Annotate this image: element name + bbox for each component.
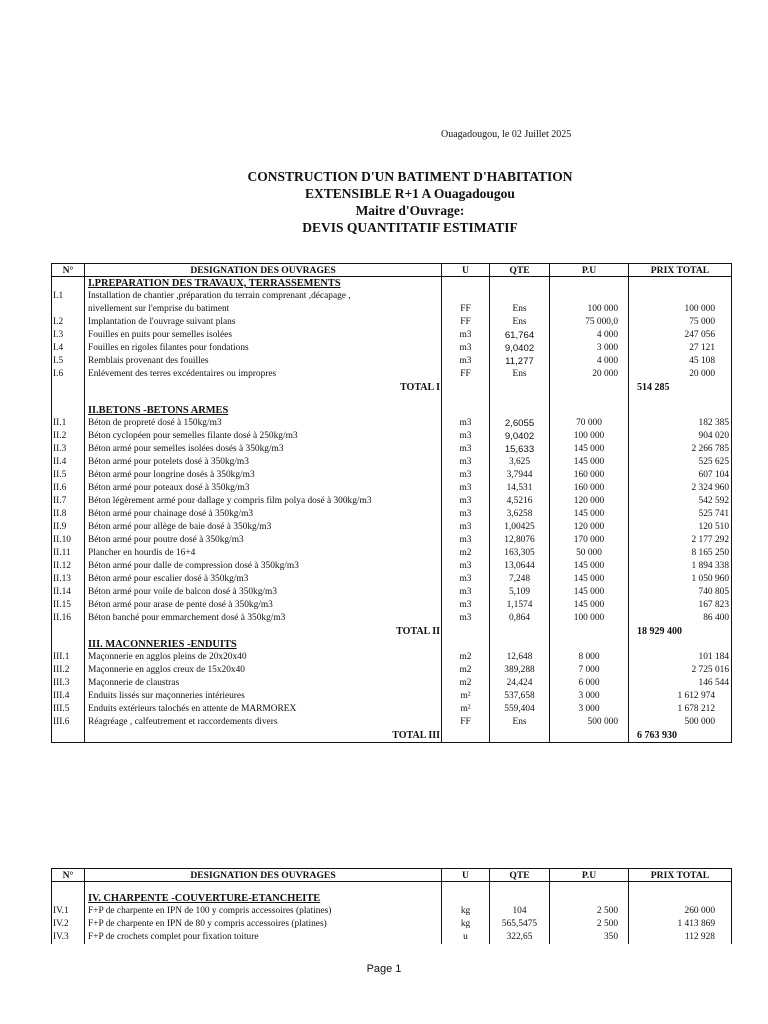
- table-row: [52, 612, 732, 625]
- item-designation: Béton légèrement armé pour dallage y compris film polya dosé à 300kg/m3: [85, 495, 442, 508]
- item-designation: Béton armé pour semelles isolées dosés à 350kg/m3: [85, 443, 442, 456]
- item-unit: m2: [442, 651, 490, 664]
- section-total-label: TOTAL I: [85, 381, 442, 394]
- item-unit-price: 3 000: [550, 690, 629, 703]
- item-qty: 12,648: [490, 651, 550, 664]
- item-designation: Béton armé pour dalle de compression dosé à 350kg/m3: [85, 560, 442, 573]
- col-header-unit: U: [442, 264, 490, 277]
- item-total: 20 000: [629, 368, 732, 381]
- item-unit: m3: [442, 586, 490, 599]
- item-designation: Béton armé pour potelets dosé à 350kg/m3: [85, 456, 442, 469]
- item-qty: 104: [490, 905, 550, 918]
- item-designation: Remblais provenant des fouilles: [85, 355, 442, 368]
- document-title-block: [200, 168, 620, 236]
- table-row: [52, 290, 732, 303]
- item-qty: Ens: [490, 316, 550, 329]
- item-unit: m3: [442, 560, 490, 573]
- section-header-row: [52, 638, 732, 651]
- item-unit-price: 145 000: [550, 443, 629, 456]
- col-header-unit: U: [442, 869, 490, 882]
- item-unit-price: 70 000: [550, 417, 629, 430]
- item-qty: 3,7944: [490, 469, 550, 482]
- item-no: I.6: [52, 368, 85, 381]
- item-total: 112 928: [629, 931, 732, 944]
- item-designation: Enlévement des terres excédentaires ou impropres: [85, 368, 442, 381]
- item-unit: m3: [442, 508, 490, 521]
- item-qty: 24,424: [490, 677, 550, 690]
- item-qty: 61,764: [490, 329, 550, 342]
- item-unit-price: 4 000: [550, 355, 629, 368]
- table-header-row: [52, 264, 732, 277]
- item-designation: Enduits lissés sur maçonneries intérieures: [85, 690, 442, 703]
- item-unit: u: [442, 931, 490, 944]
- item-unit: m3: [442, 430, 490, 443]
- table-row: [52, 677, 732, 690]
- item-unit: kg: [442, 905, 490, 918]
- table-row: [52, 586, 732, 599]
- item-designation: Béton armé pour chainage dosé à 350kg/m3: [85, 508, 442, 521]
- item-qty: 565,5475: [490, 918, 550, 931]
- item-qty: 9,0402: [490, 430, 550, 443]
- item-total: 8 165 250: [629, 547, 732, 560]
- item-total: 2 177 292: [629, 534, 732, 547]
- item-no: IV.1: [52, 905, 85, 918]
- table-row: [52, 664, 732, 677]
- item-total: 525 741: [629, 508, 732, 521]
- item-unit-price: 100 000: [550, 612, 629, 625]
- item-unit: FF: [442, 716, 490, 729]
- item-unit-price: 170 000: [550, 534, 629, 547]
- item-qty: 7,248: [490, 573, 550, 586]
- item-unit: m3: [442, 534, 490, 547]
- item-no: IV.3: [52, 931, 85, 944]
- item-qty: 163,305: [490, 547, 550, 560]
- table-row: [52, 469, 732, 482]
- item-unit: m3: [442, 573, 490, 586]
- item-unit-price: 145 000: [550, 508, 629, 521]
- item-unit-price: 145 000: [550, 599, 629, 612]
- table-row: [52, 355, 732, 368]
- item-unit: m3: [442, 417, 490, 430]
- item-total: 1 050 960: [629, 573, 732, 586]
- item-qty: Ens: [490, 303, 550, 316]
- item-total: 1 894 338: [629, 560, 732, 573]
- item-total: 182 385: [629, 417, 732, 430]
- table-row: [52, 560, 732, 573]
- item-qty: Ens: [490, 368, 550, 381]
- table-row: [52, 905, 732, 918]
- item-unit-price: 145 000: [550, 573, 629, 586]
- item-designation: Maçonnerie en agglos pleins de 20x20x40: [85, 651, 442, 664]
- section-title: II.BETONS -BETONS ARMES: [85, 404, 442, 417]
- item-total: 167 823: [629, 599, 732, 612]
- item-qty: 15,633: [490, 443, 550, 456]
- item-qty: 12,8076: [490, 534, 550, 547]
- table-row: [52, 342, 732, 355]
- item-unit: m3: [442, 456, 490, 469]
- item-unit: m3: [442, 521, 490, 534]
- item-unit-price: 3 000: [550, 703, 629, 716]
- table-row: [52, 651, 732, 664]
- table-row: [52, 931, 732, 944]
- item-no: II.14: [52, 586, 85, 599]
- item-qty: 5,109: [490, 586, 550, 599]
- item-no: III.5: [52, 703, 85, 716]
- item-total: 2 725 016: [629, 664, 732, 677]
- col-header-no: N°: [52, 264, 85, 277]
- item-no: II.9: [52, 521, 85, 534]
- item-designation: Béton armé pour allège de baie dosé à 350kg/m3: [85, 521, 442, 534]
- item-unit: m3: [442, 443, 490, 456]
- item-unit-price: 2 500: [550, 905, 629, 918]
- item-no: I.3: [52, 329, 85, 342]
- section-total-value: 18 929 400: [629, 625, 732, 638]
- item-unit-price: 500 000: [550, 716, 629, 729]
- table-row: [52, 495, 732, 508]
- item-designation-cont: nivellement sur l'emprise du batiment: [85, 303, 442, 316]
- item-total: 1 678 212: [629, 703, 732, 716]
- item-total: 27 121: [629, 342, 732, 355]
- item-total: 247 056: [629, 329, 732, 342]
- item-no: I.4: [52, 342, 85, 355]
- item-designation: Béton armé pour longrine dosés à 350kg/m3: [85, 469, 442, 482]
- item-designation: Béton armé pour poutre dosé à 350kg/m3: [85, 534, 442, 547]
- table-row: [52, 443, 732, 456]
- title-line-3: Maitre d'Ouvrage:: [355, 203, 465, 218]
- item-total: 260 000: [629, 905, 732, 918]
- item-total: 120 510: [629, 521, 732, 534]
- item-unit-price: 75 000,0: [550, 316, 629, 329]
- table-row: [52, 690, 732, 703]
- item-total: 542 592: [629, 495, 732, 508]
- item-unit: m3: [442, 342, 490, 355]
- item-unit: m3: [442, 355, 490, 368]
- item-unit-price: 100 000: [550, 303, 629, 316]
- table-row: [52, 573, 732, 586]
- section-total-value: 514 285: [629, 381, 732, 394]
- item-designation: Plancher en hourdis de 16+4: [85, 547, 442, 560]
- item-qty: 1,00425: [490, 521, 550, 534]
- item-no: III.2: [52, 664, 85, 677]
- item-qty: Ens: [490, 716, 550, 729]
- section-title: III. MACONNERIES -ENDUITS: [85, 638, 442, 651]
- section-total-value: 6 763 930: [629, 729, 732, 743]
- item-qty: 559,404: [490, 703, 550, 716]
- item-qty: 1,1574: [490, 599, 550, 612]
- quantity-estimate-table-1: [51, 263, 732, 743]
- section-header-row: [52, 277, 732, 291]
- item-unit-price: 6 000: [550, 677, 629, 690]
- item-no: II.16: [52, 612, 85, 625]
- item-unit: FF: [442, 316, 490, 329]
- table-row: [52, 482, 732, 495]
- item-designation: Béton armé pour voile de balcon dosé à 350kg/m3: [85, 586, 442, 599]
- item-no: IV.2: [52, 918, 85, 931]
- item-designation: Fouilles en rigoles filantes pour fondations: [85, 342, 442, 355]
- item-unit: FF: [442, 303, 490, 316]
- item-unit: m²: [442, 703, 490, 716]
- item-unit: m²: [442, 690, 490, 703]
- item-no: II.12: [52, 560, 85, 573]
- item-no: II.10: [52, 534, 85, 547]
- item-no: II.2: [52, 430, 85, 443]
- item-total: 146 544: [629, 677, 732, 690]
- item-designation: Installation de chantier ,préparation du terrain comprenant ,décapage ,: [85, 290, 442, 303]
- table-row: [52, 508, 732, 521]
- title-line-4: DEVIS QUANTITATIF ESTIMATIF: [302, 220, 518, 235]
- table-row: [52, 417, 732, 430]
- item-qty: 4,5216: [490, 495, 550, 508]
- section-header-row: [52, 892, 732, 905]
- title-line-2: EXTENSIBLE R+1 A Ouagadougou: [305, 186, 515, 201]
- item-unit-price: 145 000: [550, 586, 629, 599]
- item-unit-price: 50 000: [550, 547, 629, 560]
- quantity-estimate-table-2: [51, 868, 732, 944]
- item-designation: Fouilles en puits pour semelles isolées: [85, 329, 442, 342]
- item-unit-price: 100 000: [550, 430, 629, 443]
- section-total-row: [52, 625, 732, 638]
- item-total: 2 266 785: [629, 443, 732, 456]
- item-designation: F+P de crochets complet pour fixation toiture: [85, 931, 442, 944]
- item-designation: F+P de charpente en IPN de 100 y compris accessoires (platines): [85, 905, 442, 918]
- item-no: II.4: [52, 456, 85, 469]
- item-designation: Maçonnerie de claustras: [85, 677, 442, 690]
- item-qty: 3,625: [490, 456, 550, 469]
- section-header-row: [52, 404, 732, 417]
- item-total: 740 805: [629, 586, 732, 599]
- item-qty: 3,6258: [490, 508, 550, 521]
- item-designation: Réagréage , calfeutrement et raccordements divers: [85, 716, 442, 729]
- item-unit-price: 145 000: [550, 456, 629, 469]
- item-unit: m3: [442, 612, 490, 625]
- item-unit: m3: [442, 469, 490, 482]
- item-no: II.7: [52, 495, 85, 508]
- item-no: III.6: [52, 716, 85, 729]
- item-unit: m3: [442, 329, 490, 342]
- item-total: 1 413 869: [629, 918, 732, 931]
- col-header-designation: DESIGNATION DES OUVRAGES: [85, 264, 442, 277]
- item-unit-price: 2 500: [550, 918, 629, 931]
- item-qty: 389,288: [490, 664, 550, 677]
- table-row: [52, 368, 732, 381]
- item-qty: 537,658: [490, 690, 550, 703]
- item-designation: F+P de charpente en IPN de 80 y compris accessoires (platines): [85, 918, 442, 931]
- item-unit: m2: [442, 664, 490, 677]
- table-row: [52, 716, 732, 729]
- item-designation: Béton armé pour arase de pente dosé à 350kg/m3: [85, 599, 442, 612]
- item-no: I.1: [52, 290, 85, 303]
- item-unit: FF: [442, 368, 490, 381]
- item-unit-price: 350: [550, 931, 629, 944]
- section-title: IV. CHARPENTE -COUVERTURE-ETANCHEITE: [85, 892, 442, 905]
- col-header-qty: QTE: [490, 869, 550, 882]
- item-unit-price: 3 000: [550, 342, 629, 355]
- item-unit: kg: [442, 918, 490, 931]
- item-unit-price: 120 000: [550, 521, 629, 534]
- item-total: 607 104: [629, 469, 732, 482]
- section-total-row: [52, 381, 732, 394]
- table-row: [52, 316, 732, 329]
- item-designation: Maçonnerie en agglos creux de 15x20x40: [85, 664, 442, 677]
- item-total: 101 184: [629, 651, 732, 664]
- item-no: II.6: [52, 482, 85, 495]
- item-no: II.15: [52, 599, 85, 612]
- item-no: I.2: [52, 316, 85, 329]
- table-header-row: [52, 869, 732, 882]
- title-line-1: CONSTRUCTION D'UN BATIMENT D'HABITATION: [247, 169, 573, 184]
- item-qty: 11,277: [490, 355, 550, 368]
- table-row: [52, 430, 732, 443]
- item-no: III.3: [52, 677, 85, 690]
- document-date: Ouagadougou, le 02 Juillet 2025: [441, 129, 572, 140]
- item-total: 1 612 974: [629, 690, 732, 703]
- table-row: [52, 329, 732, 342]
- col-header-no: N°: [52, 869, 85, 882]
- item-designation: Béton armé pour escalier dosé à 350kg/m3: [85, 573, 442, 586]
- item-total: 2 324 960: [629, 482, 732, 495]
- item-no: II.11: [52, 547, 85, 560]
- table-row: [52, 456, 732, 469]
- item-no: II.5: [52, 469, 85, 482]
- item-no: I.5: [52, 355, 85, 368]
- table-row: [52, 521, 732, 534]
- item-unit: m2: [442, 677, 490, 690]
- item-unit: m3: [442, 599, 490, 612]
- col-header-unit-price: P.U: [550, 264, 629, 277]
- item-designation: Béton banché pour emmarchement dosé à 350kg/m3: [85, 612, 442, 625]
- item-unit-price: 145 000: [550, 560, 629, 573]
- col-header-designation: DESIGNATION DES OUVRAGES: [85, 869, 442, 882]
- item-qty: 13,0644: [490, 560, 550, 573]
- item-qty: 322,65: [490, 931, 550, 944]
- item-no: III.1: [52, 651, 85, 664]
- table-row: [52, 599, 732, 612]
- item-unit-price: 8 000: [550, 651, 629, 664]
- section-total-row: [52, 729, 732, 743]
- item-total: 75 000: [629, 316, 732, 329]
- item-total: 500 000: [629, 716, 732, 729]
- item-designation: Béton cyclopéen pour semelles filante dosé à 250kg/m3: [85, 430, 442, 443]
- item-total: 904 020: [629, 430, 732, 443]
- item-total: 525 625: [629, 456, 732, 469]
- item-total: 86 400: [629, 612, 732, 625]
- item-qty: 14,531: [490, 482, 550, 495]
- item-designation: Implantation de l'ouvrage suivant plans: [85, 316, 442, 329]
- item-unit-price: 20 000: [550, 368, 629, 381]
- item-qty: 2,6055: [490, 417, 550, 430]
- section-total-label: TOTAL II: [85, 625, 442, 638]
- item-unit: m3: [442, 495, 490, 508]
- item-no: II.8: [52, 508, 85, 521]
- item-unit-price: 4 000: [550, 329, 629, 342]
- item-designation: Béton armé pour poteaux dosé à 350kg/m3: [85, 482, 442, 495]
- item-unit-price: 160 000: [550, 469, 629, 482]
- table-row: [52, 303, 732, 316]
- item-unit-price: 7 000: [550, 664, 629, 677]
- item-unit: m2: [442, 547, 490, 560]
- table-row: [52, 534, 732, 547]
- table-row: [52, 547, 732, 560]
- col-header-total-price: PRIX TOTAL: [629, 264, 732, 277]
- item-qty: 9,0402: [490, 342, 550, 355]
- col-header-total-price: PRIX TOTAL: [629, 869, 732, 882]
- item-designation: Enduits extérieurs talochés en attente de MARMOREX: [85, 703, 442, 716]
- table-row: [52, 918, 732, 931]
- section-total-label: TOTAL III: [85, 729, 442, 743]
- col-header-qty: QTE: [490, 264, 550, 277]
- item-unit: m3: [442, 482, 490, 495]
- item-no: II.3: [52, 443, 85, 456]
- section-title: I.PREPARATION DES TRAVAUX, TERRASSEMENTS: [85, 277, 442, 291]
- col-header-unit-price: P.U: [550, 869, 629, 882]
- item-no: II.1: [52, 417, 85, 430]
- item-no: III.4: [52, 690, 85, 703]
- item-no: II.13: [52, 573, 85, 586]
- table-row: [52, 703, 732, 716]
- item-qty: 0,864: [490, 612, 550, 625]
- item-total: 45 108: [629, 355, 732, 368]
- item-unit-price: 160 000: [550, 482, 629, 495]
- item-designation: Béton de propreté dosé à 150kg/m3: [85, 417, 442, 430]
- item-total: 100 000: [629, 303, 732, 316]
- item-unit-price: 120 000: [550, 495, 629, 508]
- page-number: Page 1: [366, 963, 402, 975]
